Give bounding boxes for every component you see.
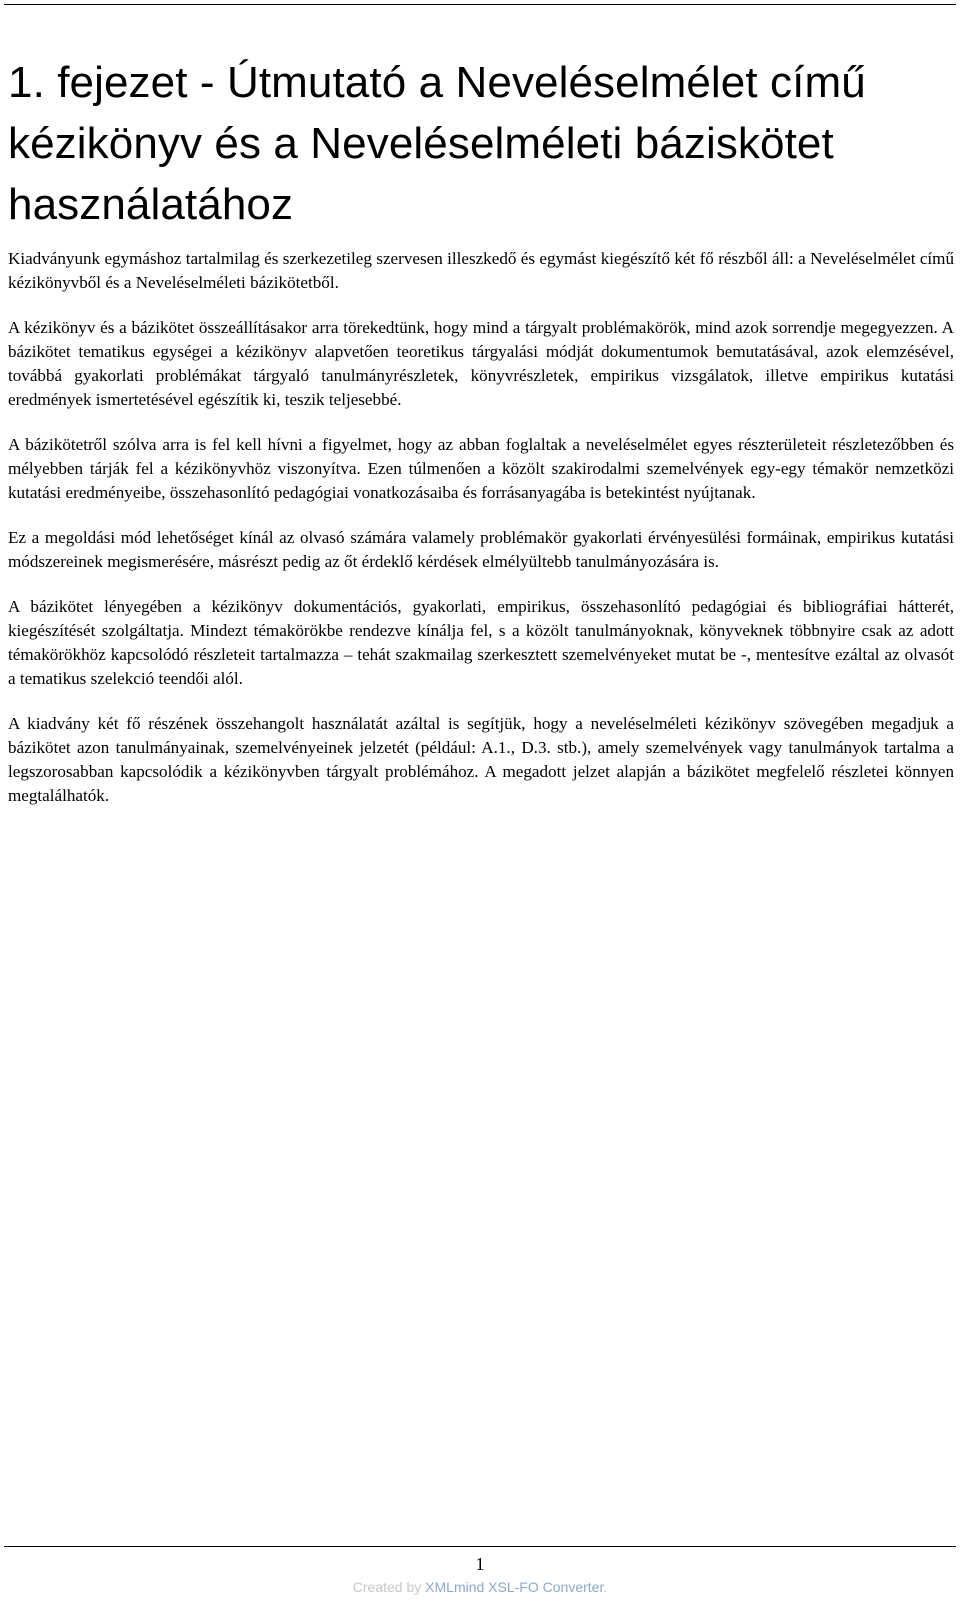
paragraph-6: A kiadvány két fő részének összehangolt használatát azáltal is segítjük, hogy a neveléselméleti kézikönyv szövegében megadjuk a bázikötet azon tanulmányainak, szemelvényeinek jelzetét (például: A.1., D.3. stb.), amely szemelvények vagy tanulmányok tartalma a legszorosabban kapcsolódik a kézikönyvben tárgyalt problémához. A megadott jelzet alapján a bázikötet megfelelő részletei könnyen megtalálhatók. <box>8 714 954 805</box>
top-rule <box>4 4 956 5</box>
converter-credit <box>0 1577 960 1597</box>
credit-prefix: Created by <box>352 1579 426 1595</box>
paragraph-4: Ez a megoldási mód lehetőséget kínál az olvasó számára valamely problémakör gyakorlati érvényesülési formáinak, empirikus kutatási módszereinek megismerésére, másrészt pedig az őt érdeklő kérdések elmélyültebb tanulmányozására is. <box>8 528 954 571</box>
credit-brand: XMLmind XSL-FO Converter <box>425 1579 604 1595</box>
paragraph-5: A bázikötet lényegében a kézikönyv dokumentációs, gyakorlati, empirikus, összehasonlító pedagógiai és bibliográfiai hátterét, kiegészítését szolgáltatja. Mindezt témakörökbe rendezve kínálja fel, s a közölt tanulmányoknak, könyveknek többnyire csak az adott témakörökhöz kapcsolódó részleteit tartalmazza – tehát szakmailag szerkesztett szemelvényeket mutat be -, mentesítve ezáltal az olvasót a tematikus szelekció teendői alól. <box>8 597 954 688</box>
chapter-title: 1. fejezet - Útmutató a Neveléselmélet című kézikönyv és a Neveléselméleti báziskötet használatához <box>8 58 866 229</box>
page-number: 1 <box>475 1554 485 1574</box>
footer-rule <box>4 1546 956 1547</box>
paragraph-1: Kiadványunk egymáshoz tartalmilag és szerkezetileg szervesen illeszkedő és egymást kiegészítő két fő részből áll: a Neveléselmélet című kézikönyvből és a Neveléselméleti bázikötetből. <box>8 249 954 292</box>
page-content <box>8 52 954 829</box>
paragraph-3: A bázikötetről szólva arra is fel kell hívni a figyelmet, hogy az abban foglaltak a neveléselmélet egyes részterületeit részletezőbben és mélyebben tárják fel a kézikönyvhöz viszonyítva. Ezen túlmenően a közölt szakirodalmi szemelvények egy-egy témakör nemzetközi kutatási eredményeibe, összehasonlító pedagógiai vonatkozásaiba és forrásanyagába is betekintést nyújtanak. <box>8 435 954 502</box>
paragraph-2: A kézikönyv és a bázikötet összeállításakor arra törekedtünk, hogy mind a tárgyalt problémakörök, mind azok sorrendje megegyezzen. A bázikötet tematikus egységei a kézikönyv alapvetően teoretikus tárgyalási módját dokumentumok bemutatásával, azok elemzésével, továbbá gyakorlati problémákat tárgyaló tanulmányrészletek, könyvrészletek, empirikus vizsgálatok, illetve empirikus kutatási eredmények ismertetésével egészítik ki, teszik teljesebbé. <box>8 318 954 409</box>
credit-suffix: . <box>603 1579 608 1595</box>
